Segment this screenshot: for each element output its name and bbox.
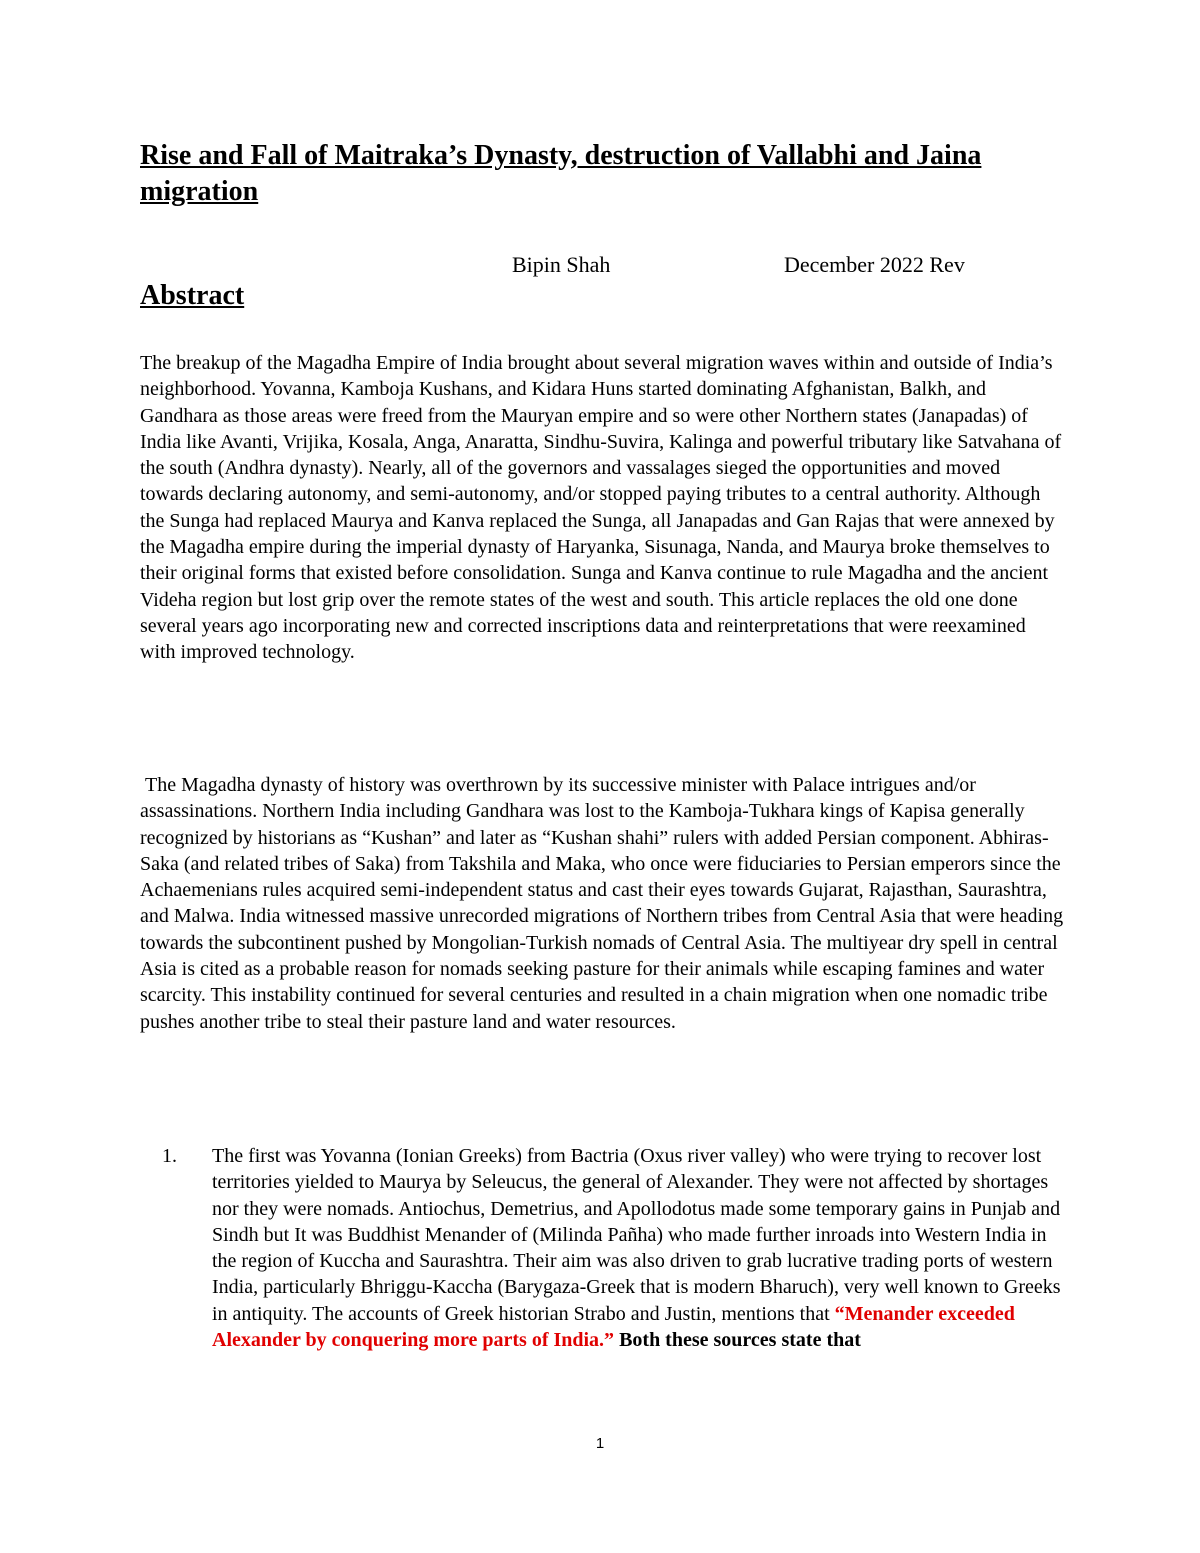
- highlighted-quote: “Menander exceeded Alexander by conquering more parts of India.”: [212, 1302, 1015, 1352]
- abstract-paragraph-2: The Magadha dynasty of history was overthrown by its successive minister with Palace intrigues and/or assassinations. Northern India including Gandhara was lost to the Kamboja-Tukhara kings of Kapisa generally recognized by historians as “Kushan” and later as “Kushan shahi” rulers with added Persian component. Abhiras- Saka (and related tribes of Saka) from Takshila and Maka, who once were fiduciaries to Persian emperors since the Achaemenians rules acquired semi-independent status and cast their eyes towards Gujarat, Rajasthan, Saurashtra, and Malwa. India witnessed massive unrecorded migrations of Northern tribes from Central Asia that were heading towards the subcontinent pushed by Mongolian-Turkish nomads of Central Asia. The multiyear dry spell in central Asia is cited as a probable reason for nomads seeking pasture for their animals while escaping famines and water scarcity. This instability continued for several centuries and resulted in a chain migration when one nomadic tribe pushes another tribe to steal their pasture land and water resources.: [140, 774, 1069, 1033]
- page-number: 1: [595, 1435, 605, 1452]
- list-item-text: The first was Yovanna (Ionian Greeks) from Bactria (Oxus river valley) who were trying to recover lost territories yielded to Maurya by Seleucus, the general of Alexander. They were not affected by shortages nor they were nomads. Antiochus, Demetrius, and Apollodotus made some temporary gains in Punjab and Sindh but It was Buddhist Menander of (Milinda Pañha) who made further inroads into Western India in the region of Kuccha and Saurashtra. Their aim was also driven to grab lucrative trading ports of western India, particularly Bhriggu-Kaccha (Barygaza-Greek that is modern Bharuch), very well known to Greeks in antiquity. The accounts of Greek historian Strabo and Justin, mentions that: [212, 1145, 1061, 1325]
- author-name: Bipin Shah: [512, 252, 611, 277]
- numbered-list: [140, 1143, 1065, 1353]
- list-item-number: 1.: [162, 1145, 177, 1167]
- abstract-paragraph-1: The breakup of the Magadha Empire of India brought about several migration waves within and outside of India’s neighborhood. Yovanna, Kamboja Kushans, and Kidara Huns started dominating Afghanistan, Balkh, and Gandhara as those areas were freed from the Mauryan empire and so were other Northern states (Janapadas) of India like Avanti, Vrijika, Kosala, Anga, Anaratta, Sindhu-Suvira, Kalinga and powerful tributary like Satvahana of the south (Andhra dynasty). Nearly, all of the governors and vassalages sieged the opportunities and moved towards declaring autonomy, and semi-autonomy, and/or stopped paying tributes to a central authority. Although the Sunga had replaced Maurya and Kanva replaced the Sunga, all Janapadas and Gan Rajas that were annexed by the Magadha empire during the imperial dynasty of Haryanka, Sisunaga, Nanda, and Maurya broke themselves to their original forms that existed before consolidation. Sunga and Kanva continue to rule Magadha and the ancient Videha region but lost grip over the remote states of the west and south. This article replaces the old one done several years ago incorporating new and corrected inscriptions data and reinterpretations that were reexamined with improved technology.: [140, 352, 1062, 664]
- document-date: December 2022 Rev: [784, 252, 965, 277]
- list-item: [140, 1143, 1065, 1353]
- list-item-tail: Both these sources state that: [614, 1329, 861, 1352]
- document-title: Rise and Fall of Maitraka’s Dynasty, destruction of Vallabhi and Jaina migration: [140, 140, 982, 207]
- abstract-heading: Abstract: [140, 280, 245, 311]
